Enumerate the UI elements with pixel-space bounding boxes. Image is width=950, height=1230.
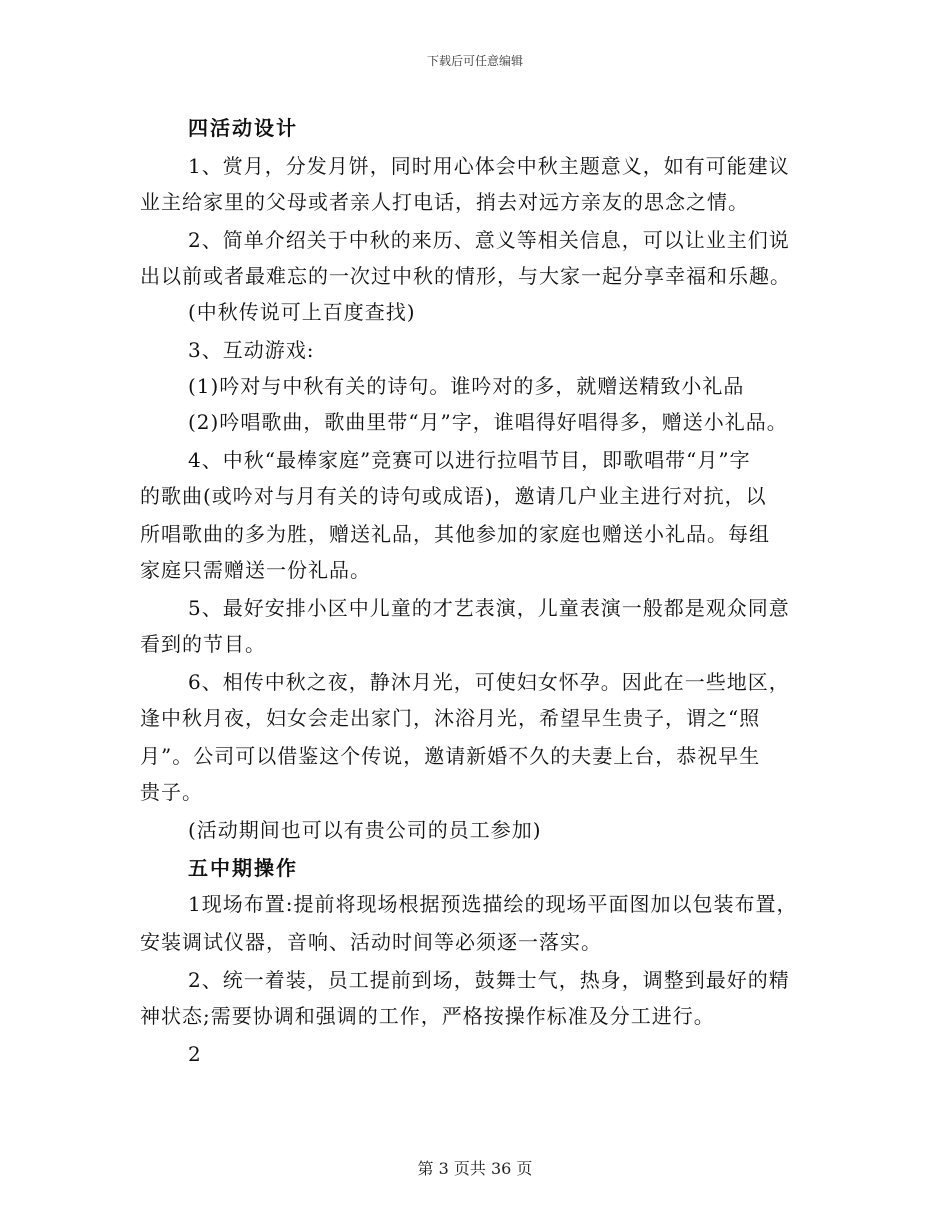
paragraph-line: (活动期间也可以有贵公司的员工参加) — [188, 818, 542, 842]
paragraph-line: 看到的节目。 — [140, 632, 266, 656]
paragraph-line: 神状态;需要协调和强调的工作，严格按操作标准及分工进行。 — [140, 1004, 715, 1028]
paragraph-line: 2 — [188, 1042, 202, 1066]
paragraph-line: 3、互动游戏: — [188, 338, 315, 362]
paragraph-line: 5、最好安排小区中儿童的才艺表演，儿童表演一般都是观众同意 — [188, 596, 790, 620]
paragraph-line: 4、中秋“最棒家庭”竞赛可以进行拉唱节目，即歌唱带“月”字 — [188, 448, 751, 472]
paragraph-line: 月”。公司可以借鉴这个传说，邀请新婚不久的夫妻上台，恭祝早生 — [140, 744, 761, 768]
section-heading: 五中期操作 — [188, 856, 298, 880]
paragraph-line: 贵子。 — [140, 780, 203, 804]
paragraph-line: 家庭只需赠送一份礼品。 — [140, 558, 371, 582]
paragraph-line: 所唱歌曲的多为胜，赠送礼品，其他参加的家庭也赠送小礼品。每组 — [140, 522, 770, 546]
paragraph-line: 1、赏月，分发月饼，同时用心体会中秋主题意义，如有可能建议 — [188, 154, 790, 178]
paragraph-line: 的歌曲(或吟对与月有关的诗句或成语)，邀请几户业主进行对抗，以 — [140, 484, 767, 508]
paragraph-line: 安装调试仪器，音响、活动时间等必须逐一落实。 — [140, 930, 602, 954]
paragraph-line: 1现场布置:提前将现场根据预选描绘的现场平面图加以包装布置， — [188, 892, 798, 916]
section-heading: 四活动设计 — [188, 116, 298, 140]
page-footer: 第 3 页共 36 页 — [417, 1159, 533, 1178]
header-note: 下载后可任意编辑 — [426, 54, 523, 68]
paragraph-line: 业主给家里的父母或者亲人打电话，捎去对远方亲友的思念之情。 — [140, 190, 749, 214]
paragraph-line: 出以前或者最难忘的一次过中秋的情形，与大家一起分享幸福和乐趣。 — [140, 264, 791, 288]
paragraph-line: 逢中秋月夜，妇女会走出家门，沐浴月光，希望早生贵子，谓之“照 — [140, 706, 761, 730]
paragraph-line: (1)吟对与中秋有关的诗句。谁吟对的多，就赠送精致小礼品 — [188, 374, 745, 398]
paragraph-line: 2、统一着装，员工提前到场，鼓舞士气，热身，调整到最好的精 — [188, 968, 790, 992]
paragraph-line: 2、简单介绍关于中秋的来历、意义等相关信息，可以让业主们说 — [188, 228, 790, 252]
paragraph-line: 6、相传中秋之夜，静沐月光，可使妇女怀孕。因此在一些地区， — [188, 670, 790, 694]
paragraph-line: (2)吟唱歌曲，歌曲里带“月”字，谁唱得好唱得多，赠送小礼品。 — [188, 410, 788, 434]
paragraph-line: (中秋传说可上百度查找) — [188, 300, 416, 324]
